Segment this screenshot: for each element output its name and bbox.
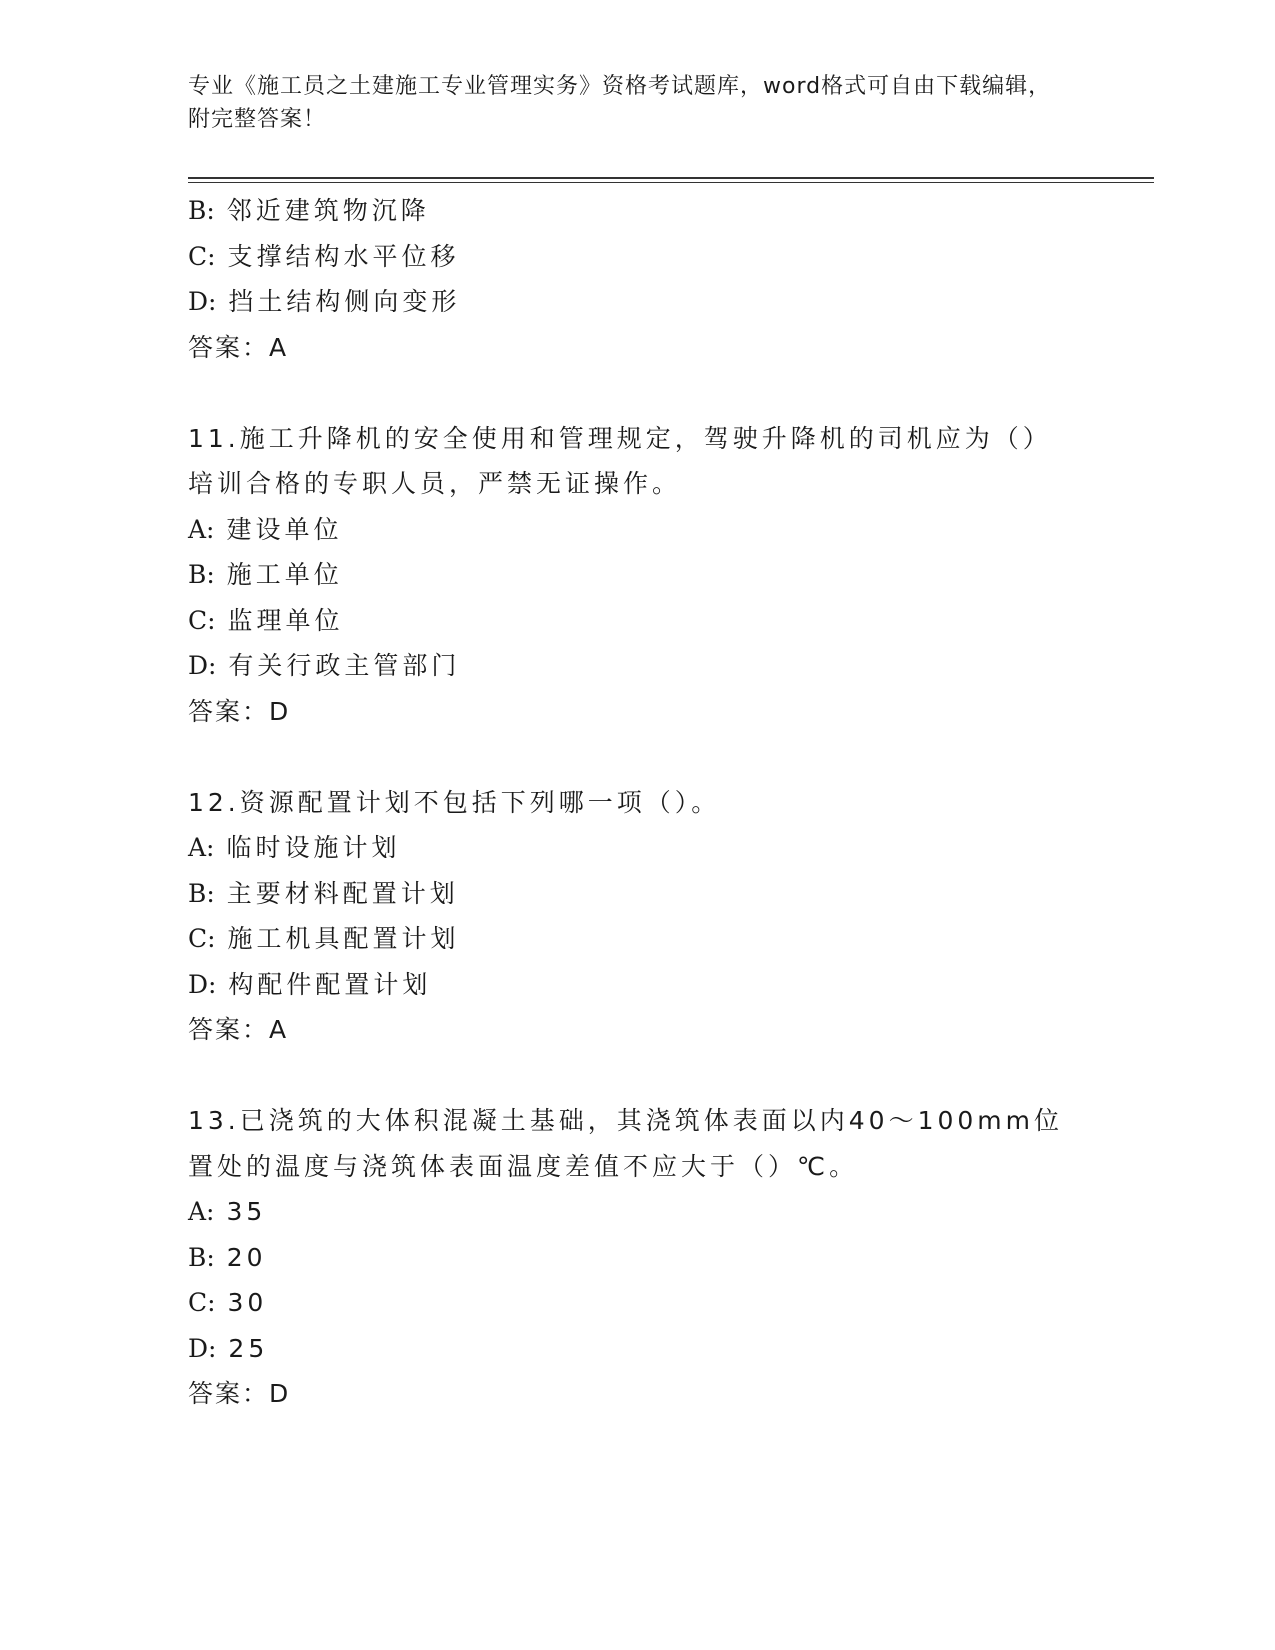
option-text: 有关行政主管部门 bbox=[228, 651, 461, 680]
option-key: D: bbox=[188, 1333, 217, 1363]
option-key: D: bbox=[188, 651, 217, 680]
option-d bbox=[188, 279, 1088, 325]
option-text: 30 bbox=[227, 1288, 268, 1317]
option-d bbox=[188, 962, 1088, 1008]
option-key: C: bbox=[188, 1288, 216, 1317]
option-c bbox=[188, 598, 1088, 644]
option-key: A: bbox=[188, 833, 215, 862]
option-c bbox=[188, 916, 1088, 962]
question-content bbox=[188, 188, 1088, 1417]
option-text: 邻近建筑物沉降 bbox=[226, 196, 430, 225]
answer-line: 答案：D bbox=[188, 696, 291, 726]
option-d bbox=[188, 1326, 1088, 1372]
option-b bbox=[188, 1235, 1088, 1281]
option-c bbox=[188, 1280, 1088, 1326]
option-text: 监理单位 bbox=[227, 605, 344, 635]
option-key: A: bbox=[188, 1197, 215, 1226]
option-key: B: bbox=[188, 196, 215, 225]
option-a bbox=[188, 825, 1088, 871]
option-key: B: bbox=[188, 878, 215, 908]
option-text: 构配件配置计划 bbox=[228, 969, 432, 999]
question-spacer bbox=[188, 370, 1088, 416]
option-key: C: bbox=[188, 605, 216, 635]
option-text: 25 bbox=[228, 1333, 269, 1363]
option-key: D: bbox=[188, 287, 217, 316]
option-text: 支撑结构水平位移 bbox=[227, 241, 460, 271]
answer-line: 答案：A bbox=[188, 1015, 289, 1044]
option-a bbox=[188, 1189, 1088, 1235]
question-spacer bbox=[188, 1053, 1088, 1099]
option-text: 建设单位 bbox=[226, 514, 343, 544]
option-b bbox=[188, 552, 1088, 598]
header-rule-thin bbox=[188, 182, 1154, 183]
document-header: 专业《施工员之土建施工专业管理实务》资格考试题库，word格式可自由下载编辑，附完整答案！ bbox=[188, 74, 1052, 132]
answer-line: 答案：D bbox=[188, 1379, 291, 1408]
option-key: B: bbox=[188, 1242, 215, 1272]
question-stem: 11.施工升降机的安全使用和管理规定，驾驶升降机的司机应为（）培训合格的专职人员，严禁无证操作。 bbox=[188, 423, 1052, 498]
header-rule-thick bbox=[188, 177, 1154, 179]
option-text: 挡土结构侧向变形 bbox=[228, 287, 461, 316]
option-a bbox=[188, 507, 1088, 553]
option-text: 35 bbox=[226, 1197, 267, 1226]
option-text: 临时设施计划 bbox=[226, 833, 401, 862]
option-text: 施工单位 bbox=[226, 560, 343, 589]
option-key: C: bbox=[188, 924, 216, 953]
option-b bbox=[188, 871, 1088, 917]
option-d bbox=[188, 643, 1088, 689]
option-b bbox=[188, 188, 1088, 234]
option-text: 施工机具配置计划 bbox=[227, 924, 460, 953]
option-text: 20 bbox=[226, 1242, 267, 1272]
option-key: B: bbox=[188, 560, 215, 589]
option-text: 主要材料配置计划 bbox=[226, 878, 459, 908]
question-stem: 12.资源配置计划不包括下列哪一项（）。 bbox=[188, 787, 721, 817]
answer-line: 答案：A bbox=[188, 332, 289, 362]
option-key: C: bbox=[188, 241, 216, 271]
option-key: D: bbox=[188, 969, 217, 999]
option-c bbox=[188, 234, 1088, 280]
question-stem: 13.已浇筑的大体积混凝土基础，其浇筑体表面以内40～100mm位置处的温度与浇筑体表面温度差值不应大于（）℃。 bbox=[188, 1106, 1063, 1181]
question-spacer bbox=[188, 734, 1088, 780]
option-key: A: bbox=[188, 514, 215, 544]
